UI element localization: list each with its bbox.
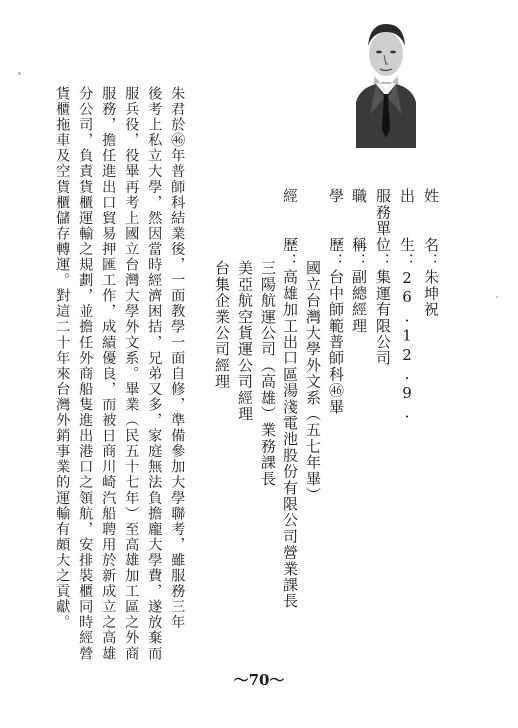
scan-speck bbox=[18, 72, 21, 75]
biography-line-3: 服兵役，役畢再考上國立台灣大學外文系。畢業（民五十七年）至高雄加工區之外商 bbox=[123, 86, 140, 662]
biography-line-2: 後考上私立大學，然因當時經濟困拮，兄弟又多，家庭無法負擔龐大學費，遂放棄而 bbox=[146, 86, 163, 662]
experience-field: 經 歷：高雄加工出口區湯淺電池股份有限公司營業課長 bbox=[281, 188, 299, 610]
education-field: 學 歷：台中師範普師科㊻畢 bbox=[327, 188, 345, 415]
biography-line-5: 分公司，負責貨櫃運輸之規劃，並擔任外商船隻進出港口之領航，安排裝櫃同時經營 bbox=[77, 86, 94, 662]
experience-line-3: 美亞航空貨運公司經理 bbox=[236, 260, 254, 422]
title-field: 職 稱：副總經理 bbox=[350, 188, 368, 334]
page-number: ～70～ bbox=[233, 671, 285, 689]
name-field: 姓 名：朱坤祝 bbox=[422, 188, 440, 318]
portrait-photo bbox=[354, 18, 418, 148]
employer-field: 服務單位：集運有限公司 bbox=[374, 188, 392, 367]
scan-speck bbox=[496, 296, 498, 298]
biography-line-4: 服務，擔任進出口貿易押匯工作，成績優良，而被日商川崎汽船聘用於新成立之高雄 bbox=[100, 86, 117, 662]
biography-line-1: 朱君於㊻年普師科結業後，一面教學一面自修，準備參加大學聯考，雖服務三年 bbox=[169, 86, 186, 631]
birth-field: 出 生：26.12.9. bbox=[398, 188, 416, 423]
experience-line-4: 台集企業公司經理 bbox=[213, 260, 231, 390]
biography-line-6: 貨櫃拖車及空貨櫃儲存轉運。對這二十年來台灣外銷事業的運輸有頗大之貢獻。 bbox=[54, 86, 71, 631]
education-line-2: 國立台灣大學外文系（五七年畢） bbox=[304, 260, 322, 503]
experience-line-2: 三陽航運公司（高雄）業務課長 bbox=[259, 260, 277, 487]
